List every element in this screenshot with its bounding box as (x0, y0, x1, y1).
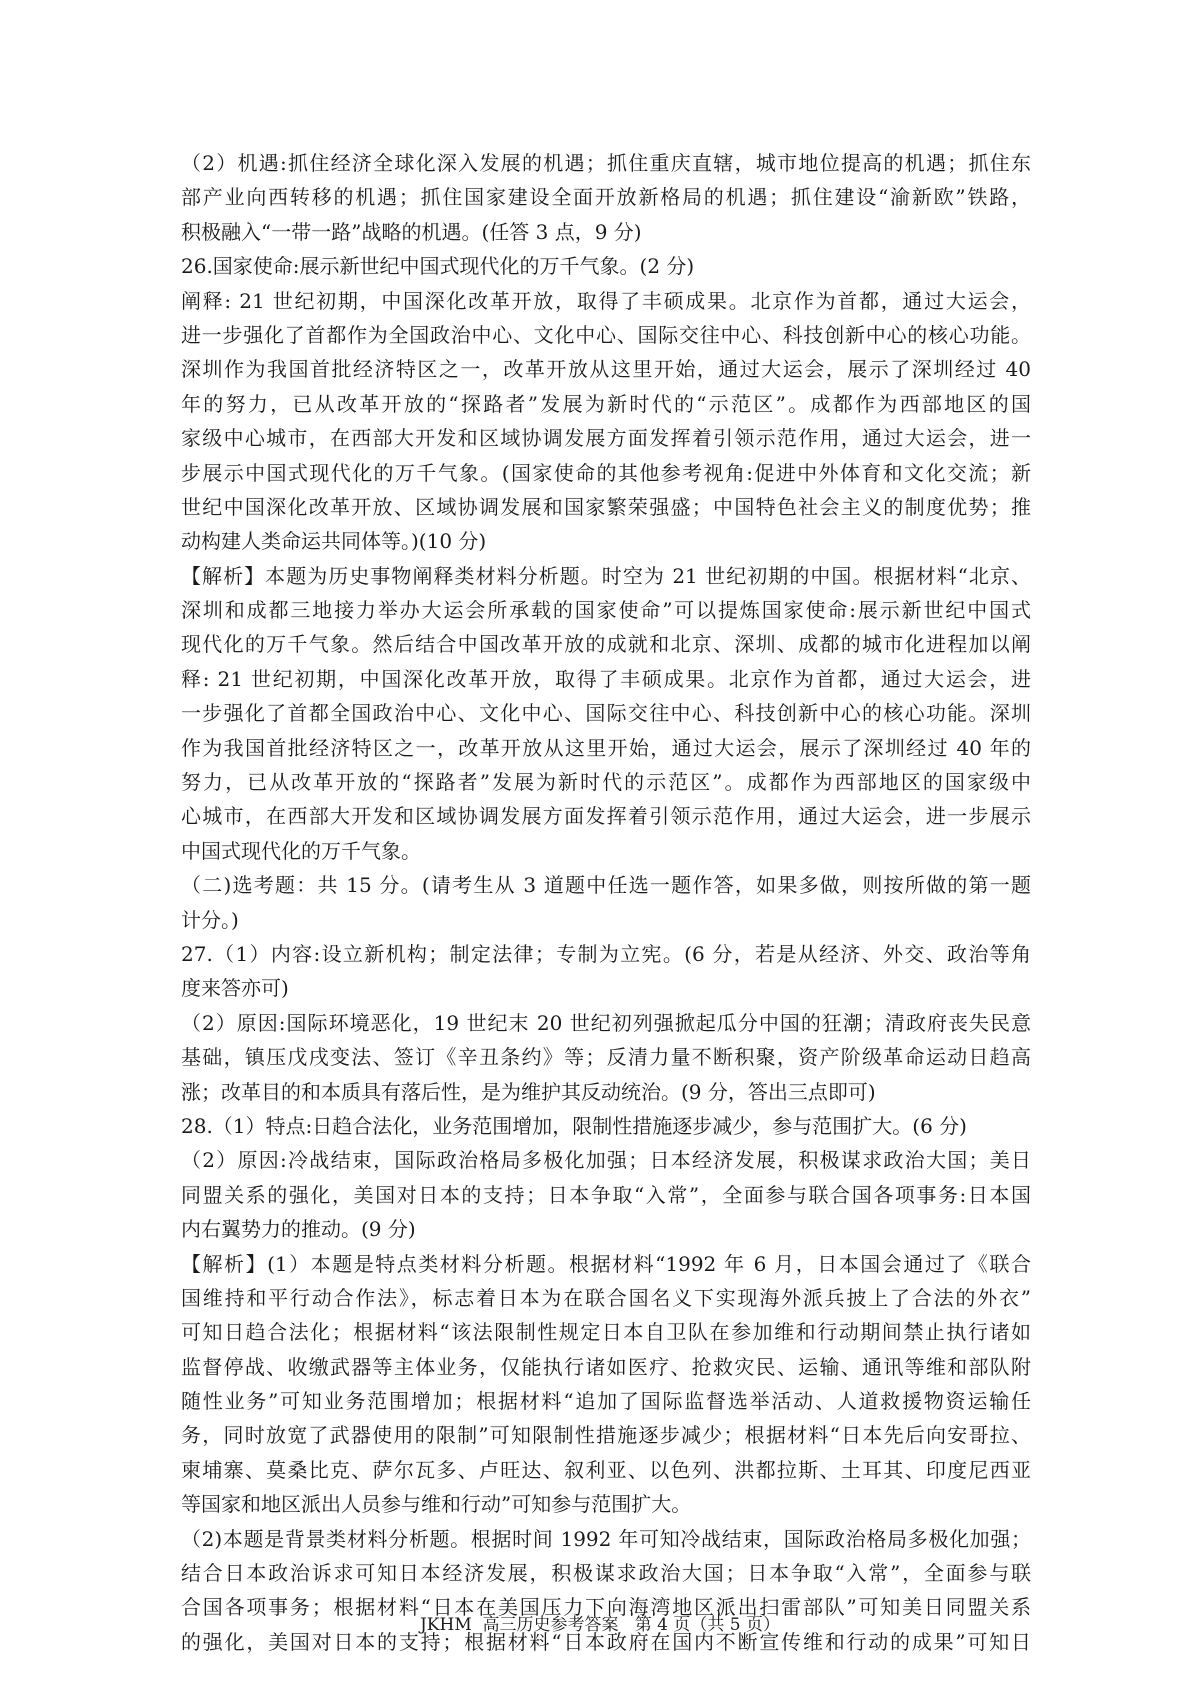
text-line: （2）原因:国际环境恶化，19 世纪末 20 世纪初列强掀起瓜分中国的狂潮；清政府丧失民意 (181, 1010, 1031, 1035)
text-line: 现代化的万千气象。然后结合中国改革开放的成就和北京、深圳、成都的城市化进程加以阐 (181, 632, 1031, 657)
text-line: 积极融入“一带一路”战略的机遇。(任答 3 点，9 分) (181, 219, 642, 244)
text-line: 深圳和成都三地接力举办大运会所承载的国家使命”可以提炼国家使命:展示新世纪中国式 (181, 598, 1031, 623)
answer-body (181, 146, 1031, 1659)
text-line: 深圳作为我国首批经济特区之一，改革开放从这里开始，通过大运会，展示了深圳经过 40 (181, 357, 1031, 382)
text-line: 同盟关系的强化，美国对日本的支持；日本争取“入常”，全面参与联合国各项事务:日本国 (181, 1182, 1031, 1207)
text-line: 28.（1）特点:日趋合法化，业务范围增加，限制性措施逐步减少，参与范围扩大。(6 分) (181, 1113, 967, 1138)
text-line: 心城市，在西部大开发和区域协调发展方面发挥着引领示范作用，通过大运会，进一步展示 (181, 804, 1031, 829)
text-line: 计分。) (181, 907, 239, 932)
text-line: （2）原因:冷战结束，国际政治格局多极化加强；日本经济发展，积极谋求政治大国；美日 (181, 1148, 1031, 1173)
text-line: 年的努力，已从改革开放的“探路者”发展为新时代的“示范区”。成都作为西部地区的国 (181, 391, 1031, 416)
text-line: 基础，镇压戊戌变法、签订《辛丑条约》等；反清力量不断积聚，资产阶级革命运动日趋高 (181, 1045, 1031, 1070)
text-line: 【解析】(1）本题是特点类材料分析题。根据材料“1992 年 6 月，日本国会通过了《联合 (181, 1251, 1031, 1276)
text-line: 国维持和平行动合作法》，标志着日本为在联合国名义下实现海外派兵披上了合法的外衣” (181, 1285, 1031, 1310)
text-line: 释: 21 世纪初期，中国深化改革开放，取得了丰硕成果。北京作为首都，通过大运会，进 (181, 666, 1031, 691)
text-line: 动构建人类命运共同体等。)(10 分) (181, 529, 487, 554)
text-line: 等国家和地区派出人员参与维和行动”可知参与范围扩大。 (181, 1492, 692, 1517)
text-line: 一步强化了首都全国政治中心、文化中心、国际交往中心、科技创新中心的核心功能。深圳 (181, 701, 1031, 726)
text-line: 步展示中国式现代化的万千气象。(国家使命的其他参考视角:促进中外体育和文化交流；新 (181, 460, 1031, 485)
text-line: 27.（1）内容:设立新机构；制定法律；专制为立宪。(6 分，若是从经济、外交、政治等角 (181, 941, 1031, 966)
text-line: 阐释: 21 世纪初期，中国深化改革开放，取得了丰硕成果。北京作为首都，通过大运会， (181, 288, 1031, 313)
text-line: 涨；改革目的和本质具有落后性，是为维护其反动统治。(9 分，答出三点即可) (181, 1079, 876, 1104)
text-line: 内右翼势力的推动。(9 分) (181, 1217, 416, 1242)
text-line: 监督停战、收缴武器等主体业务，仅能执行诸如医疗、抢救灾民、运输、通讯等维和部队附 (181, 1354, 1031, 1379)
text-line: 结合日本政治诉求可知日本经济发展，积极谋求政治大国；日本争取“入常”，全面参与联 (181, 1561, 1031, 1586)
text-line: 世纪中国深化改革开放、区域协调发展和国家繁荣强盛；中国特色社会主义的制度优势；推 (181, 494, 1031, 519)
text-line: 中国式现代化的万千气象。 (181, 838, 421, 863)
text-line: 柬埔寨、莫桑比克、萨尔瓦多、卢旺达、叙利亚、以色列、洪都拉斯、土耳其、印度尼西亚 (181, 1457, 1031, 1482)
text-line: 家级中心城市，在西部大开发和区域协调发展方面发挥着引领示范作用，通过大运会，进一 (181, 426, 1031, 451)
page-footer: JKHM 高三历史参考答案 第 4 页（共 5 页） (419, 1615, 780, 1635)
text-line: （2）机遇:抓住经济全球化深入发展的机遇；抓住重庆直辖，城市地位提高的机遇；抓住东 (181, 151, 1031, 175)
text-line: 努力，已从改革开放的“探路者”发展为新时代的示范区”。成都作为西部地区的国家级中 (181, 770, 1031, 795)
text-line: 度来答亦可) (181, 976, 289, 1001)
text-line: 【解析】本题为历史事物阐释类材料分析题。时空为 21 世纪初期的中国。根据材料“北京、 (181, 563, 1031, 588)
text-line: 26.国家使命:展示新世纪中国式现代化的万千气象。(2 分) (181, 254, 695, 279)
text-line: 部产业向西转移的机遇；抓住国家建设全面开放新格局的机遇；抓住建设“渝新欧”铁路， (181, 185, 1031, 210)
text-line: 可知日趋合法化；根据材料“该法限制性规定日本自卫队在参加维和行动期间禁止执行诸如 (181, 1320, 1031, 1345)
text-line: 作为我国首批经济特区之一，改革开放从这里开始，通过大运会，展示了深圳经过 40 年的 (181, 735, 1031, 760)
text-line: 随性业务”可知业务范围增加；根据材料“追加了国际监督选举活动、人道救援物资运输任 (181, 1389, 1031, 1414)
text-line: （二)选考题：共 15 分。(请考生从 3 道题中任选一题作答，如果多做，则按所做的第一题 (181, 873, 1031, 898)
text-line: 进一步强化了首都作为全国政治中心、文化中心、国际交往中心、科技创新中心的核心功能。 (181, 322, 1031, 347)
text-line: 务，同时放宽了武器使用的限制”可知限制性措施逐步减少；根据材料“日本先后向安哥拉、 (181, 1423, 1031, 1448)
text-line: 合国各项事务；根据材料“日本在美国压力下向海湾地区派出扫雷部队”可知美日同盟关系 (181, 1595, 1031, 1620)
text-line: （2)本题是背景类材料分析题。根据时间 1992 年可知冷战结束，国际政治格局多极化加强； (181, 1526, 1031, 1551)
text-line: 的强化，美国对日本的支持；根据材料“日本政府在国内不断宣传维和行动的成果”可知日 (181, 1629, 1031, 1654)
